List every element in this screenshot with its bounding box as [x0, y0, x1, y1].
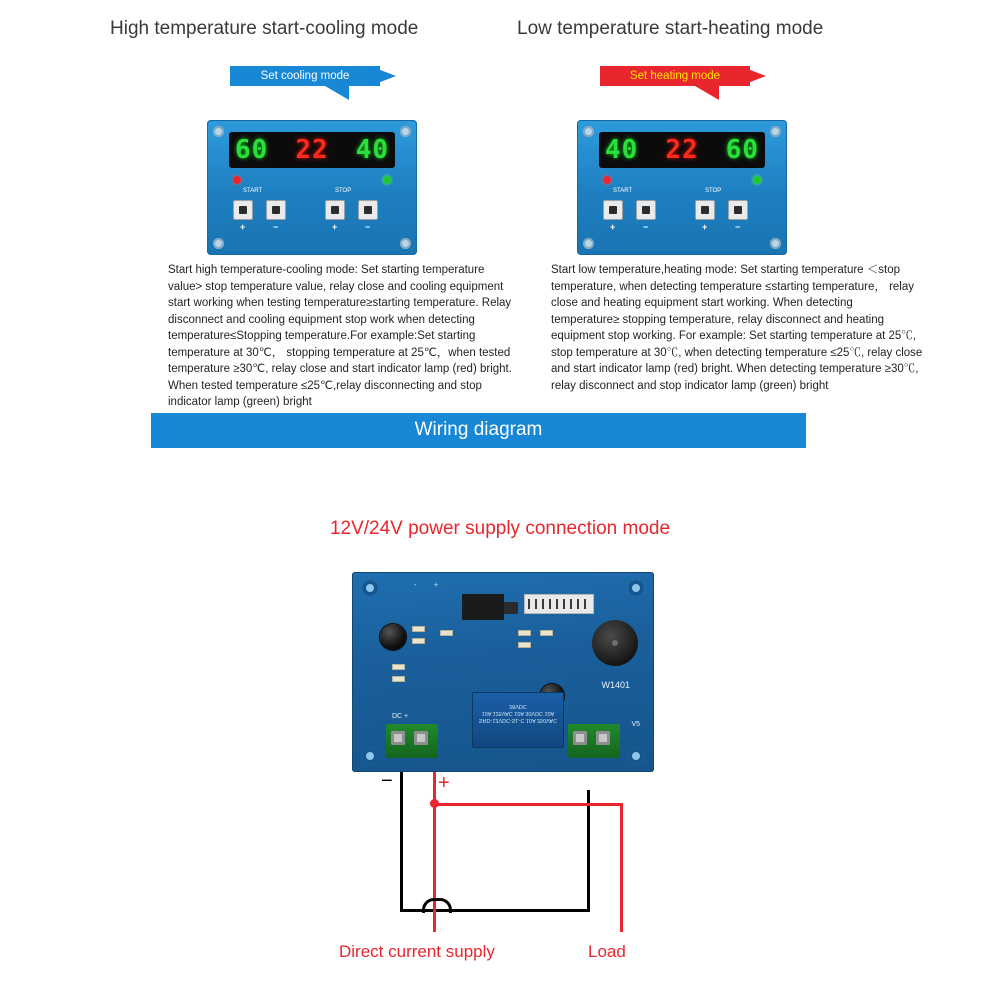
small-ic	[504, 602, 518, 614]
wire-junction-dot	[430, 799, 439, 808]
terminal-screw-icon	[414, 731, 428, 745]
heating-stop-label: STOP	[705, 188, 722, 194]
resistor	[412, 626, 425, 632]
screw-hole-icon	[400, 238, 411, 249]
load-label: Load	[588, 942, 626, 961]
start-indicator-led-red	[233, 176, 241, 184]
mounting-hole-icon	[362, 580, 378, 596]
heating-stop-down-button[interactable]	[728, 200, 748, 220]
screw-hole-icon	[400, 126, 411, 137]
cooling-mode-banner	[230, 66, 430, 102]
buzzer-component	[592, 620, 638, 666]
resistor	[392, 664, 405, 670]
heating-plus-sign-2: +	[702, 222, 708, 232]
pin-header	[524, 594, 594, 614]
resistor	[440, 630, 453, 636]
screw-hole-icon	[770, 126, 781, 137]
microcontroller-ic	[462, 594, 504, 620]
pcb-plus-marking: +	[434, 582, 439, 589]
resistor	[518, 630, 531, 636]
screw-hole-icon	[770, 238, 781, 249]
heating-display	[599, 132, 765, 168]
electrolytic-capacitor	[380, 624, 406, 650]
heating-plus-sign-1: +	[610, 222, 616, 232]
wire-red-vertical-load	[620, 803, 623, 932]
heating-mode-description: Start low temperature,heating mode: Set starting temperature ＜stop temperature, when detecting temperature ≤starting temperature， relay close and heating equipment start working. When detecting temperature≥ stopping temperature, relay disconnect and heating equipment stop working. For example: Set starting temperature at 25℃, stop temperature at 30℃, when detecting temperature ≤25℃, relay close and start indicator lamp (red) bright. When detecting temperature ≥30℃, relay disconnect and stop indicator lamp (green) bright	[551, 264, 923, 392]
resistor	[540, 630, 553, 636]
cooling-button-row	[229, 200, 395, 224]
mounting-hole-icon	[628, 748, 644, 764]
screw-hole-icon	[213, 126, 224, 137]
cooling-display-center-value: 22	[295, 135, 329, 165]
cooling-start-down-button[interactable]	[266, 200, 286, 220]
heating-start-up-button[interactable]	[603, 200, 623, 220]
heating-stop-up-button[interactable]	[695, 200, 715, 220]
cooling-start-up-button[interactable]	[233, 200, 253, 220]
wiring-diagram-banner	[151, 413, 806, 448]
terminal-screw-icon	[391, 731, 405, 745]
heating-button-row	[599, 200, 765, 224]
stop-indicator-led-green	[753, 176, 761, 184]
cooling-mode-description: Start high temperature-cooling mode: Set starting temperature value> stop temperature value, relay close and cooling equipment start working when testing temperature≥starting temperature. Relay disconnect and cooling equipment stop work when detecting temperature≤Stopping temperature.For example:Set starting temperature at 30℃， stopping temperature at 25℃，when tested temperature ≥30℃, relay close and start indicator lamp (red) bright. When tested temperature ≤25℃,relay disconnecting and stop indicator lamp (green) bright	[168, 264, 512, 408]
cooling-stop-up-button[interactable]	[325, 200, 345, 220]
power-supply-mode-title: 12V/24V power supply connection mode	[329, 518, 671, 539]
pcb-minus-marking: -	[414, 582, 417, 589]
heating-display-left-value: 40	[605, 135, 639, 165]
relay-print-text: SRD-12VDC-SL-C 10A 250VAC 10A 125VAC 10A 30VDC 10A 28VDC	[478, 703, 558, 723]
heating-start-down-button[interactable]	[636, 200, 656, 220]
heating-display-right-value: 60	[725, 135, 759, 165]
mounting-hole-icon	[362, 748, 378, 764]
direct-current-supply-label: Direct current supply	[339, 942, 495, 961]
cooling-display	[229, 132, 395, 168]
mounting-hole-icon	[628, 580, 644, 596]
dc-minus-sign: −	[381, 770, 393, 792]
cooling-controller-board	[207, 120, 417, 255]
stop-indicator-led-green	[383, 176, 391, 184]
wire-crossover-bridge	[422, 898, 452, 913]
heating-mode-banner	[600, 66, 800, 102]
heating-mode-title: Low temperature start-heating mode	[517, 18, 824, 39]
resistor	[518, 642, 531, 648]
dc-input-terminal-block	[386, 724, 438, 758]
heating-minus-sign-1: −	[643, 222, 649, 232]
screw-hole-icon	[213, 238, 224, 249]
wire-black-vertical-right	[587, 790, 590, 912]
relay-component	[472, 692, 564, 748]
cooling-stop-label: STOP	[335, 188, 352, 194]
pcb-dc-label: DC +	[392, 713, 409, 720]
cooling-minus-sign-1: −	[273, 222, 279, 232]
heating-controller-board	[577, 120, 787, 255]
heating-start-label: START	[613, 188, 633, 194]
cooling-mode-title: High temperature start-cooling mode	[110, 18, 419, 39]
controller-pcb-photo	[352, 572, 654, 772]
heating-banner-label: Set heating mode	[629, 70, 721, 82]
heating-minus-sign-2: −	[735, 222, 741, 232]
terminal-screw-icon	[596, 731, 610, 745]
screw-hole-icon	[583, 238, 594, 249]
wire-black-vertical-left	[400, 772, 403, 912]
cooling-display-left-value: 60	[235, 135, 269, 165]
cooling-display-right-value: 40	[355, 135, 389, 165]
screw-hole-icon	[583, 126, 594, 137]
terminal-screw-icon	[573, 731, 587, 745]
cooling-start-label: START	[243, 188, 263, 194]
cooling-plus-sign-2: +	[332, 222, 338, 232]
cooling-button-labels	[229, 188, 395, 200]
cooling-banner-label: Set cooling mode	[260, 70, 350, 82]
wire-red-horizontal	[433, 803, 623, 806]
resistor	[412, 638, 425, 644]
pcb-output-label: V5	[631, 721, 640, 728]
cooling-plus-sign-1: +	[240, 222, 246, 232]
pcb-model-label: W1401	[601, 680, 630, 690]
heating-button-labels	[599, 188, 765, 200]
output-terminal-block	[568, 724, 620, 758]
resistor	[392, 676, 405, 682]
heating-display-center-value: 22	[665, 135, 699, 165]
cooling-minus-sign-2: −	[365, 222, 371, 232]
dc-plus-sign: +	[438, 772, 450, 794]
start-indicator-led-red	[603, 176, 611, 184]
cooling-stop-down-button[interactable]	[358, 200, 378, 220]
wiring-diagram-title: Wiring diagram	[414, 419, 543, 440]
